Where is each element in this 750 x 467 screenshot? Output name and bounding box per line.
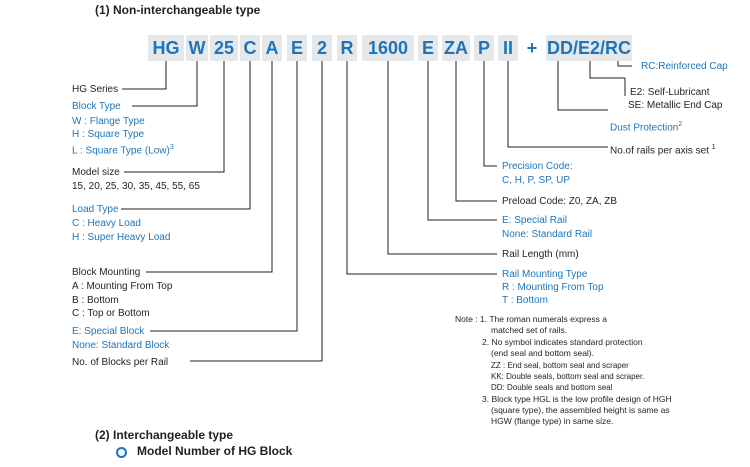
code-dd-e2-rc: DD/E2/RC xyxy=(546,35,632,61)
note-2a: 2. No symbol indicates standard protection xyxy=(482,337,643,347)
label-special-block-e: E: Special Block xyxy=(72,326,145,337)
code-hg: HG xyxy=(148,35,184,61)
label-special-rail-e: E: Special Rail xyxy=(502,215,568,226)
code-a: A xyxy=(262,35,282,61)
label-rails-per-axis-sup: 1 xyxy=(711,144,716,151)
code-1600: 1600 xyxy=(362,35,414,61)
label-block-type-l xyxy=(72,140,174,158)
code-r: R xyxy=(337,35,357,61)
label-rail-mounting-t: T : Bottom xyxy=(502,295,548,306)
label-hg-series: HG Series xyxy=(72,84,119,95)
section2-title: (2) Interchangeable type xyxy=(95,428,234,442)
code-e-block: E xyxy=(287,35,307,61)
label-block-mounting-c: C : Top or Bottom xyxy=(72,308,150,319)
label-block-type-w: W : Flange Type xyxy=(72,116,145,127)
label-dust-protection xyxy=(610,117,682,135)
label-rail-length: Rail Length (mm) xyxy=(502,249,579,260)
label-special-block-none: None: Standard Block xyxy=(72,340,170,351)
note-3a: 3. Block type HGL is the low profile design of HGH xyxy=(482,394,672,404)
section2-item: Model Number of HG Block xyxy=(137,444,293,458)
label-model-size-title: Model size xyxy=(72,167,120,178)
label-rc: RC:Reinforced Cap xyxy=(641,61,728,72)
label-block-type-l-sup: 3 xyxy=(169,144,174,151)
label-block-mounting-a: A : Mounting From Top xyxy=(72,281,173,292)
note-2e: DD: Double seals and bottom seal xyxy=(491,383,613,392)
bullet-circle-icon xyxy=(116,447,127,458)
label-block-type-title: Block Type xyxy=(72,101,121,112)
code-2: 2 xyxy=(312,35,332,61)
label-model-size-values: 15, 20, 25, 30, 35, 45, 55, 65 xyxy=(72,181,200,192)
label-block-mounting-title: Block Mounting xyxy=(72,267,141,278)
code-w: W xyxy=(186,35,208,61)
label-rail-mounting-r: R : Mounting From Top xyxy=(502,282,604,293)
note-1b: matched set of rails. xyxy=(491,325,568,335)
code-ii: II xyxy=(498,35,518,61)
label-rails-per-axis-text: No.of rails per axis set xyxy=(610,145,709,157)
code-plus: + xyxy=(526,38,538,58)
label-block-mounting-b: B : Bottom xyxy=(72,295,119,306)
code-p: P xyxy=(474,35,494,61)
label-rails-per-axis xyxy=(610,140,716,158)
label-blocks-per-rail: No. of Blocks per Rail xyxy=(72,357,169,368)
section1-title: (1) Non-interchangeable type xyxy=(95,3,261,17)
code-25: 25 xyxy=(210,35,238,61)
label-preload: Preload Code: Z0, ZA, ZB xyxy=(502,196,618,207)
label-dust-protection-sup: 2 xyxy=(678,121,683,128)
label-load-type-h: H : Super Heavy Load xyxy=(72,232,171,243)
note-3c: HGW (flange type) in same size. xyxy=(491,416,614,426)
note-2b: (end seal and bottom seal). xyxy=(491,348,595,358)
label-dust-protection-text: Dust Protection xyxy=(610,122,679,134)
code-c: C xyxy=(240,35,260,61)
label-rail-mounting-title: Rail Mounting Type xyxy=(502,269,588,280)
code-e-rail: E xyxy=(418,35,438,61)
note-2d: KK: Double seals, bottom seal and scraper. xyxy=(491,372,645,381)
code-za: ZA xyxy=(442,35,470,61)
label-precision-values: C, H, P, SP, UP xyxy=(502,175,570,186)
note-2c: ZZ : End seal, bottom seal and scraper xyxy=(491,361,629,370)
label-e2: E2: Self-Lubricant xyxy=(630,87,710,98)
label-load-type-c: C : Heavy Load xyxy=(72,218,141,229)
note-1a: Note : 1. The roman numerals express a xyxy=(455,314,607,324)
label-precision-title: Precision Code: xyxy=(502,161,573,172)
note-3b: (square type), the assembled height is same as xyxy=(491,405,670,415)
label-load-type-title: Load Type xyxy=(72,204,119,215)
label-special-rail-none: None: Standard Rail xyxy=(502,229,593,240)
label-block-type-h: H : Square Type xyxy=(72,129,145,140)
label-se: SE: Metallic End Cap xyxy=(628,100,723,111)
label-block-type-l-text: L : Square Type (Low) xyxy=(72,145,170,157)
